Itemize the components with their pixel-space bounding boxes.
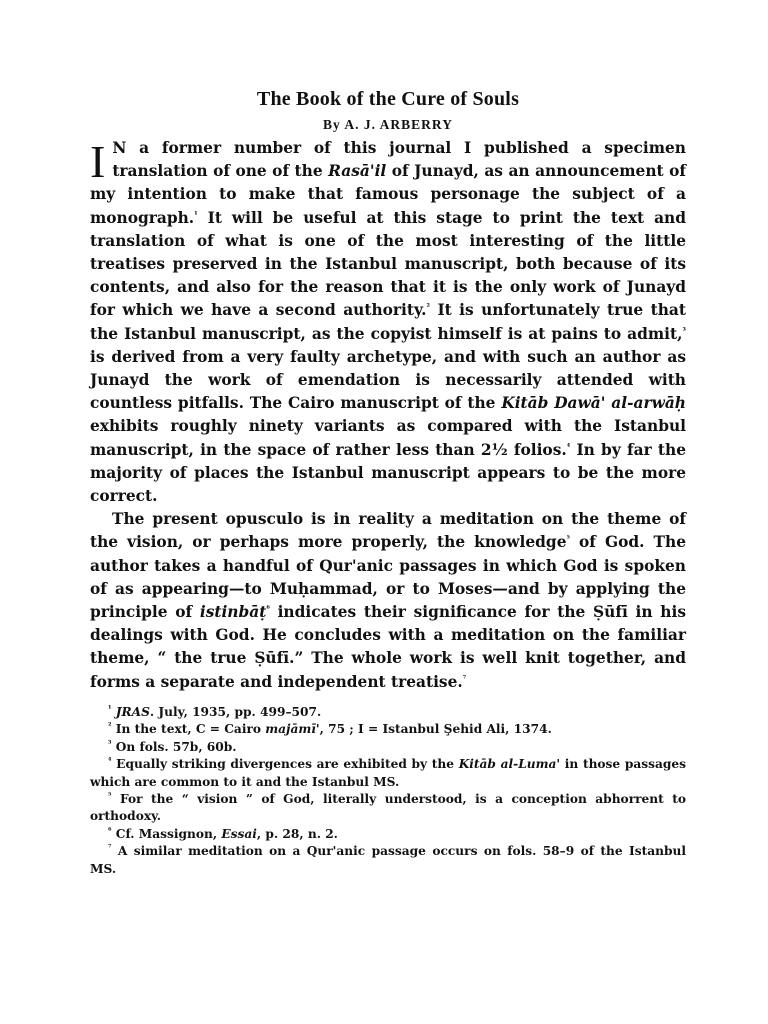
footnote-7 [90, 843, 686, 878]
footnote-3-text: On fols. 57b, 60b. [115, 739, 237, 754]
p1-text-g: In by far the majority of places the Istanbul manuscript appears to be the more correct. [90, 440, 686, 506]
footnote-ref-6: ⁶ [266, 602, 270, 613]
footnote-2-text-a: In the text, C = Cairo [115, 722, 266, 737]
footnote-7-text: A similar meditation on a Qur'anic passage occurs on fols. 58–9 of the Istanbul MS. [90, 844, 686, 876]
article-title: The Book of the Cure of Souls [256, 88, 520, 110]
footnote-2 [90, 721, 686, 738]
kitab-title: Kitāb Dawā' al-arwāḥ [501, 394, 686, 413]
footnote-6-text-a: Cf. Massignon, [115, 826, 222, 841]
footnote-5-text: For the “ vision ” of God, literally understood, is a conception abhorrent to orthodoxy. [90, 791, 687, 824]
p1-text-f: exhibits roughly ninety variants as compared with the Istanbul manuscript, in the space of rather less than 2½ folios. [90, 417, 686, 459]
article-page [90, 88, 686, 878]
footnote-ref-1: ¹ [194, 208, 198, 219]
footnote-ref-4: ⁴ [566, 440, 571, 451]
footnote-4-text-a: Equally striking divergences are exhibited by the [116, 757, 459, 772]
footnote-ref-3: ³ [682, 324, 686, 335]
footnote-ref-2: ² [426, 301, 431, 312]
p1-text-b: of Junayd, as an announcement of my intention to make that famous personage the subject of a monograph. [90, 162, 686, 227]
p1-text-e: is derived from a very faulty archetype, and with such an author as Junayd the work of emendation is necessarily attended with countless pitfalls. The Cairo manuscript of the [90, 347, 686, 413]
footnote-6-title: Essai [221, 826, 257, 841]
p1-text-d: It is unfortunately true that the Istanbul manuscript, as the copyist himself is at pains to admit, [90, 301, 686, 343]
footnote-2-text-b: , 75 ; I = Istanbul Şehid Ali, 1374. [319, 722, 552, 737]
footnote-6 [90, 826, 686, 843]
article-byline: By A. J. ARBERRY [323, 117, 453, 132]
drop-cap: I [90, 136, 106, 187]
footnote-4-title: Kitāb al-Luma' [458, 757, 561, 772]
p2-text-a: The present opusculo is in reality a meditation on the theme of the vision, or perhaps more properly, the knowledge [90, 510, 686, 552]
footnote-number: ⁶ [108, 824, 112, 835]
paragraph-2 [90, 508, 686, 694]
footnote-5 [90, 791, 686, 826]
footnote-ref-7: ⁷ [462, 672, 467, 683]
p2-text-c: indicates their significance for the Ṣūfī in his dealings with God. He concludes with a meditation on the familiar theme, “ the true Ṣūfī.” The whole work is well knit together, and forms a separate and independent treatise. [90, 603, 686, 691]
footnote-4-text-b: in those passages which are common to it and the Istanbul MS. [90, 757, 686, 789]
p1-text-a: N a former number of this journal I published a specimen translation of one of the [112, 139, 686, 181]
footnote-number: ² [108, 720, 112, 731]
footnote-4 [90, 756, 686, 791]
footnote-number: ⁴ [108, 755, 112, 766]
footnote-number: ⁷ [108, 842, 112, 853]
footnotes [90, 704, 686, 878]
paragraph-1 [90, 137, 686, 508]
rasail-term: Rasā'il [328, 162, 387, 181]
footnote-2-term: majāmī' [265, 722, 320, 737]
footnote-1-journal: JRAS [115, 704, 150, 719]
istinbat-term: istinbāṭ [199, 603, 267, 622]
footnote-3 [90, 739, 686, 756]
p2-text-b: of God. The author takes a handful of Qur'anic passages in which God is spoken of as appearing—to Muḥammad, or to Moses—and by applying the principle of [90, 533, 686, 622]
footnote-6-text-b: , p. 28, n. 2. [256, 826, 338, 841]
footnote-ref-5: ⁵ [566, 533, 570, 544]
p1-text-c: It will be useful at this stage to print the text and translation of what is one of the most interesting of the little treatises preserved in the Istanbul manuscript, both because of its contents, and also for the reason that it is the only work of Junayd for which we have a second authority. [90, 208, 686, 320]
footnote-number: ⁵ [108, 789, 112, 800]
footnote-1-text: . July, 1935, pp. 499–507. [149, 704, 322, 719]
footnote-1 [90, 704, 686, 721]
footnote-number: ¹ [108, 702, 112, 713]
footnote-number: ³ [108, 737, 112, 748]
article-body [90, 137, 686, 694]
